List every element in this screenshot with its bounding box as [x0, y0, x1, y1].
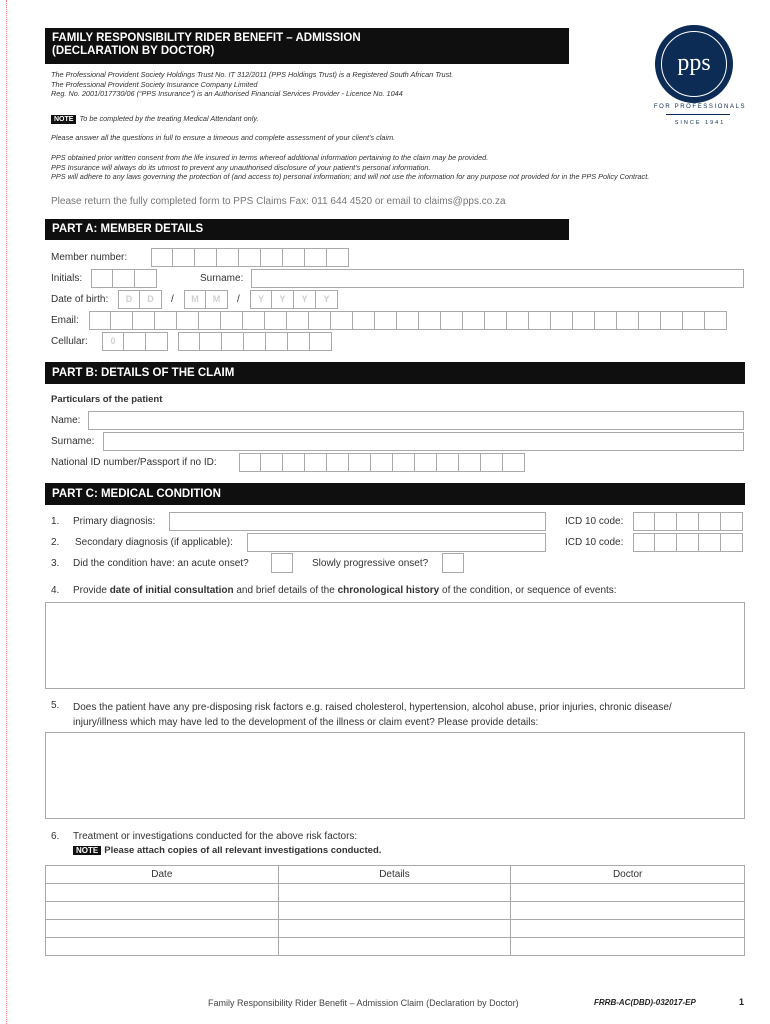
patient-particulars-heading: Particulars of the patient — [51, 394, 163, 405]
note-tag: NOTE — [51, 115, 76, 124]
return-instructions: Please return the fully completed form to PPS Claims Fax: 011 644 4520 or email to claims@pps.co.za — [51, 196, 506, 207]
q3-progressive-label: Slowly progressive onset? — [312, 558, 429, 569]
legal-notice — [51, 70, 611, 99]
dob-d2: D — [140, 290, 162, 309]
dob-y4: Y — [316, 290, 338, 309]
legal-line-3: Reg. No. 2001/017730/06 (“PPS Insurance”) is an Authorised Financial Services Provider - Licence No. 1044 — [51, 89, 403, 98]
q5-text — [73, 700, 672, 730]
dob-m2: M — [206, 290, 228, 309]
part-c-header: PART C: MEDICAL CONDITION — [45, 483, 745, 505]
legal-line-2: The Professional Provident Society Insurance Company Limited — [51, 79, 258, 89]
dob-label: Date of birth: — [51, 294, 109, 305]
q2-icd-boxes[interactable] — [633, 533, 743, 552]
email-label: Email: — [51, 315, 79, 326]
secondary-diagnosis-field[interactable] — [247, 533, 546, 552]
q5-line-1: Does the patient have any pre-disposing risk factors e.g. raised cholesterol, hypertension, alcohol abuse, prior injuries, chronic disease/ — [73, 702, 672, 713]
member-number-boxes[interactable] — [151, 248, 349, 267]
q5-line-2: injury/illness which may have led to the development of the illness or claim event? Please provide details: — [73, 717, 539, 728]
q2-icd-label: ICD 10 code: — [565, 537, 624, 548]
q6-text: Treatment or investigations conducted for the above risk factors: — [73, 831, 358, 842]
legal-line-1: The Professional Provident Society Holdings Trust No. IT 312/2011 (PPS Holdings Trust) is a Registered South African Trust. — [51, 70, 454, 79]
primary-diagnosis-field[interactable] — [169, 512, 546, 531]
table-row[interactable] — [46, 920, 745, 938]
pps-logo-mark: pps — [661, 31, 727, 97]
surname-field[interactable] — [251, 269, 744, 288]
note-text: To be completed by the treating Medical Attendant only. — [79, 114, 259, 123]
page-number: 1 — [739, 997, 745, 1007]
dob-m1: M — [184, 290, 206, 309]
initials-boxes[interactable] — [91, 269, 157, 288]
dob-slash-1: / — [171, 294, 174, 305]
q4-post: of the condition, or sequence of events: — [439, 585, 617, 596]
col-date: Date — [46, 866, 279, 884]
dob-d1: D — [118, 290, 140, 309]
logo-tagline: FOR PROFESSIONALS — [653, 104, 747, 110]
note-completion — [51, 114, 258, 124]
chronological-history-textarea[interactable] — [45, 602, 745, 689]
q5-number: 5. — [51, 700, 60, 711]
investigations-table — [45, 865, 745, 956]
cellular-label: Cellular: — [51, 336, 88, 347]
dob-y2: Y — [272, 290, 294, 309]
q4-text — [73, 585, 617, 596]
q6-note-text: Please attach copies of all relevant investigations conducted. — [104, 845, 382, 856]
q1-icd-boxes[interactable] — [633, 512, 743, 531]
q1-label: Primary diagnosis: — [73, 516, 156, 527]
q4-pre: Provide — [73, 585, 110, 596]
q3-acute-label: Did the condition have: an acute onset? — [73, 558, 249, 569]
table-header-row — [46, 866, 745, 884]
consent-line-1: PPS obtained prior written consent from the life insured in terms whereof additional information pertaining to the claim may be provided. — [51, 153, 489, 162]
surname-label: Surname: — [200, 273, 244, 284]
logo-since: SINCE 1941 — [674, 120, 726, 126]
col-doctor: Doctor — [511, 866, 745, 884]
table-row[interactable] — [46, 902, 745, 920]
q6-note — [73, 845, 381, 856]
footer-code: FRRB-AC(DBD)-032017-EP — [594, 998, 696, 1007]
dob-year-boxes[interactable] — [250, 290, 338, 309]
patient-surname-label: Surname: — [51, 436, 95, 447]
consent-line-2: PPS Insurance will always do its utmost to prevent any unauthorised disclosure of your patient’s personal information. — [51, 162, 431, 172]
patient-name-label: Name: — [51, 415, 81, 426]
part-a-header: PART A: MEMBER DETAILS — [45, 219, 569, 240]
form-title — [45, 28, 569, 64]
answer-all-text: Please answer all the questions in full to ensure a timeous and complete assessment of your client’s claim. — [51, 133, 396, 142]
dob-slash-2: / — [237, 294, 240, 305]
logo-since-rule — [666, 114, 730, 115]
q1-number: 1. — [51, 516, 60, 527]
q2-number: 2. — [51, 537, 60, 548]
q4-number: 4. — [51, 585, 60, 596]
footer-title: Family Responsibility Rider Benefit – Admission Claim (Declaration by Doctor) — [208, 998, 519, 1008]
col-details: Details — [278, 866, 511, 884]
cellular-prefix-boxes[interactable] — [102, 332, 168, 351]
initials-label: Initials: — [51, 273, 83, 284]
part-b-header: PART B: DETAILS OF THE CLAIM — [45, 362, 745, 384]
table-row[interactable] — [46, 938, 745, 956]
cellular-number-boxes[interactable] — [178, 332, 332, 351]
table-row[interactable] — [46, 884, 745, 902]
progressive-onset-checkbox[interactable] — [442, 553, 464, 573]
email-boxes[interactable] — [89, 311, 727, 330]
q1-icd-label: ICD 10 code: — [565, 516, 624, 527]
q2-label: Secondary diagnosis (if applicable): — [75, 537, 233, 548]
q3-number: 3. — [51, 558, 60, 569]
consent-text — [51, 153, 741, 182]
dob-day-boxes[interactable] — [118, 290, 162, 309]
q4-mid: and brief details of the — [233, 585, 338, 596]
form-title-line1: FAMILY RESPONSIBILITY RIDER BENEFIT – ADMISSION — [52, 32, 361, 44]
cell-prefix: 0 — [102, 332, 124, 351]
member-number-label: Member number: — [51, 252, 128, 263]
consent-line-3: PPS will adhere to any laws governing the protection of (and access to) personal information; and will not use the information for any purpose not provided for in the PPS Policy Contract. — [51, 172, 650, 181]
acute-onset-checkbox[interactable] — [271, 553, 293, 573]
q6-number: 6. — [51, 831, 60, 842]
q4-bold-1: date of initial consultation — [109, 585, 234, 596]
q6-note-tag: NOTE — [73, 846, 101, 855]
dob-month-boxes[interactable] — [184, 290, 228, 309]
national-id-boxes[interactable] — [239, 453, 525, 472]
form-title-line2: (DECLARATION BY DOCTOR) — [52, 45, 215, 57]
cut-line — [6, 0, 7, 1024]
risk-factors-textarea[interactable] — [45, 732, 745, 819]
patient-name-field[interactable] — [88, 411, 744, 430]
dob-y3: Y — [294, 290, 316, 309]
pps-logo — [655, 25, 733, 103]
q4-bold-2: chronological history — [337, 585, 440, 596]
patient-surname-field[interactable] — [103, 432, 744, 451]
dob-y1: Y — [250, 290, 272, 309]
national-id-label: National ID number/Passport if no ID: — [51, 457, 217, 468]
